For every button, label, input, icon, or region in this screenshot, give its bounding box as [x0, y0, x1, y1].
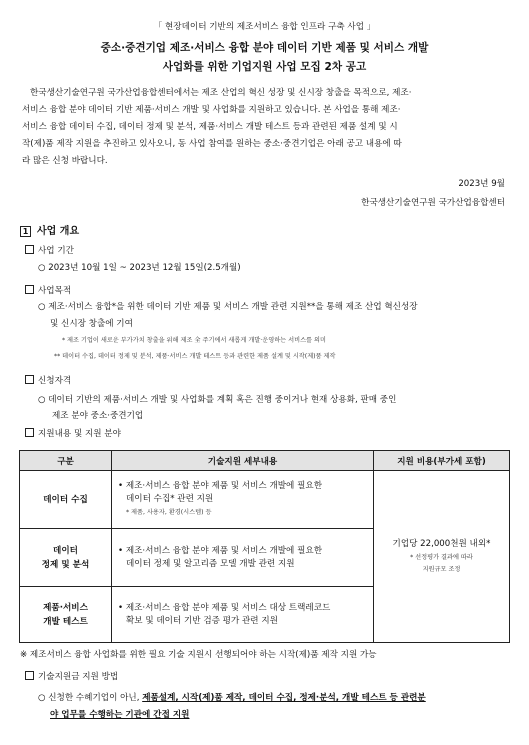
support-heading — [25, 427, 121, 439]
intro-line: 작(제)품 제작 지원을 추진하고 있사오니, 동 사업 참여를 원하는 중소·중견기업은 아래 공고 내용에 따 — [22, 139, 402, 149]
purpose-heading — [25, 284, 71, 296]
method-emphasis-cont: 야 업무를 수행하는 기관에 간접 지원 — [50, 710, 190, 720]
detail-text-cont: 데이터 수집* 관련 지원 — [126, 493, 214, 504]
table-header-row — [20, 451, 510, 471]
method-emphasis: 제품설계, 시작(제)품 제작, 데이터 수집, 정제·분석, 개발 테스트 등 관련분 — [142, 693, 426, 703]
cost-amount: 기업당 22,000천원 내외* — [392, 538, 491, 549]
period-item — [38, 261, 241, 273]
category-label-cont: 정제 및 분석 — [41, 559, 90, 570]
detail-text-cont: 확보 및 데이터 기반 검증 평가 관련 지원 — [126, 615, 278, 626]
detail-text: 제조·서비스 융합 분야 제품 및 서비스 개발에 필요한 — [125, 545, 322, 556]
eligibility-label: 신청자격 — [38, 376, 72, 386]
intro-line: 한국생산기술연구원 국가산업융합센터에서는 제조 산업의 혁신 성장 및 신시장 창출을 목적으로, 제조· — [30, 88, 412, 98]
cost-cell — [374, 471, 510, 643]
page-title-line1: 중소·중견기업 제조·서비스 융합 분야 데이터 기반 제품 및 서비스 개발 — [100, 42, 429, 54]
column-header: 지원 비용(부가세 포함) — [374, 451, 510, 471]
detail-text: 제조·서비스 융합 분야 제품 및 서비스 대상 트랙레코드 — [125, 602, 331, 613]
issuing-organization: 한국생산기술연구원 국가산업융합센터 — [361, 198, 505, 208]
project-tag: 「 현장데이터 기반의 제조서비스 융합 인프라 구축 사업 」 — [153, 22, 376, 32]
detail-cell — [112, 471, 374, 529]
checkbox-square-icon — [25, 671, 34, 680]
cost-note-cont: 지원규모 조정 — [422, 565, 461, 573]
circle-bullet-icon: ○ — [38, 693, 46, 703]
section-heading — [20, 222, 79, 237]
checkbox-square-icon — [25, 285, 34, 294]
support-label: 지원내용 및 지원 분야 — [38, 429, 121, 439]
category-label: 데이터 수집 — [43, 494, 88, 505]
column-header: 구분 — [20, 451, 112, 471]
period-label: 사업 기간 — [38, 246, 74, 256]
support-footnote: ※ 제조서비스 융합 사업화를 위한 필요 기술 지원시 선행되어야 하는 시작(제)품 제작 지원 가능 — [20, 650, 377, 660]
intro-line: 서비스 융합 데이터 수집, 데이터 정제 및 분석, 제품·서비스 개발 테스트 등과 관련된 제품 설계 및 시 — [22, 122, 398, 132]
detail-item: • 제조·서비스 융합 분야 제품 및 서비스 개발에 필요한 — [118, 545, 322, 556]
category-cell — [20, 587, 112, 643]
column-header: 기술지원 세부내용 — [112, 451, 374, 471]
announcement-date: 2023년 9월 — [458, 179, 505, 189]
table-row — [20, 471, 510, 529]
category-label: 데이터 — [53, 545, 78, 556]
intro-paragraph — [22, 85, 515, 170]
purpose-item — [38, 300, 418, 312]
category-label-cont: 개발 테스트 — [43, 616, 88, 627]
method-item — [38, 691, 426, 703]
eligibility-item — [38, 393, 396, 405]
intro-line: 서비스 융합 분야 데이터 기반 제품·서비스 개발 및 사업화를 지원하고 있습니다. 본 사업을 통해 제조· — [22, 105, 401, 115]
method-label: 기술지원금 지원 방법 — [38, 672, 119, 682]
detail-cell — [112, 529, 374, 587]
section-title: 사업 개요 — [37, 226, 80, 237]
detail-text: 제조·서비스 융합 분야 제품 및 서비스 개발에 필요한 — [125, 480, 322, 491]
category-label: 제품·서비스 — [43, 602, 88, 613]
detail-item: • 제조·서비스 융합 분야 제품 및 서비스 개발에 필요한 — [118, 480, 322, 491]
page-title-line2: 사업화를 위한 기업지원 사업 모집 2차 공고 — [162, 61, 367, 73]
detail-text-cont: 데이터 정제 및 알고리즘 모델 개발 관련 지원 — [126, 558, 295, 569]
purpose-label: 사업목적 — [38, 286, 72, 296]
purpose-line2: 및 신시장 창출에 기여 — [50, 319, 133, 329]
circle-bullet-icon: ○ — [38, 395, 46, 405]
circle-bullet-icon: ○ — [38, 302, 46, 312]
support-table — [19, 450, 510, 643]
detail-item: • 제조·서비스 융합 분야 제품 및 서비스 대상 트랙레코드 — [118, 602, 331, 613]
checkbox-square-icon — [25, 428, 34, 437]
purpose-note1: * 제조 기업이 새로운 부가가치 창출을 위해 제조 全 주기에서 새롭게 개발·운영하는 서비스를 의미 — [62, 337, 326, 344]
purpose-note2: ** 데이터 수집, 데이터 정제 및 분석, 제품·서비스 개발 테스트 등과 관련한 제품 설계 및 시작(제)품 제작 — [54, 353, 336, 360]
checkbox-square-icon — [25, 245, 34, 254]
category-cell — [20, 471, 112, 529]
cost-note: * 선정평가 결과에 따라 — [410, 553, 473, 561]
purpose-line1: 제조·서비스 융합*을 위한 데이터 기반 제품 및 서비스 개발 관련 지원**을 통해 제조 산업 혁신성장 — [48, 302, 418, 312]
period-value: 2023년 10월 1일 ~ 2023년 12월 15일(2.5개월) — [48, 263, 241, 273]
eligibility-line1: 데이터 기반의 제품·서비스 개발 및 사업화를 계획 혹은 진행 중이거나 현재 상용화, 판매 중인 — [48, 395, 397, 405]
detail-note: * 제품, 사용자, 환경(시스템) 등 — [126, 508, 212, 516]
intro-line: 라 많은 신청 바랍니다. — [22, 156, 108, 166]
eligibility-line2: 제조 분야 중소·중견기업 — [52, 411, 144, 421]
method-prefix: 신청한 수혜기업이 아닌, — [48, 693, 143, 703]
detail-cell — [112, 587, 374, 643]
method-heading — [25, 670, 118, 682]
category-cell — [20, 529, 112, 587]
circle-bullet-icon: ○ — [38, 263, 46, 273]
eligibility-heading — [25, 374, 71, 386]
section-number-box: 1 — [20, 226, 31, 237]
checkbox-square-icon — [25, 375, 34, 384]
period-heading — [25, 244, 74, 256]
